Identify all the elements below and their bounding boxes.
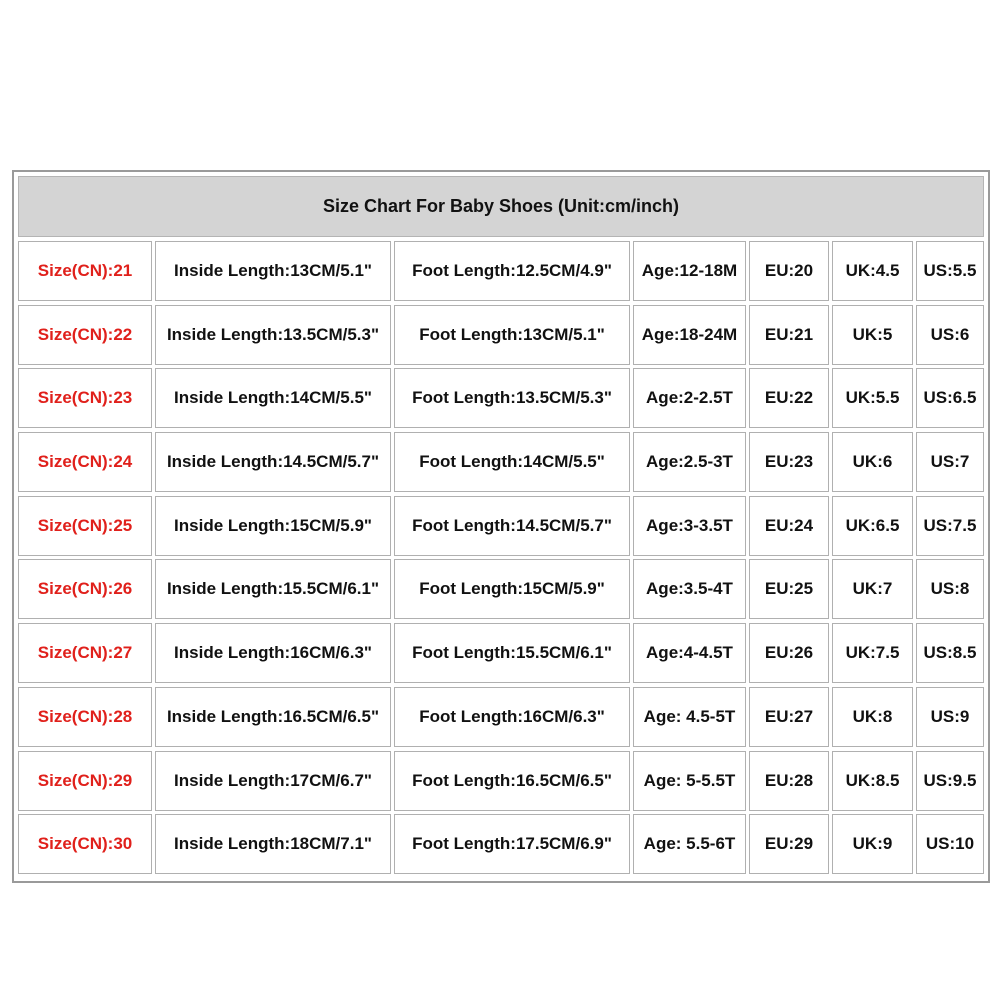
size-chart-rows bbox=[18, 241, 984, 878]
us-size-cell: US:8 bbox=[916, 559, 984, 619]
foot-length-cell: Foot Length:14.5CM/5.7" bbox=[394, 496, 630, 556]
inside-length-cell: Inside Length:13.5CM/5.3" bbox=[155, 305, 391, 365]
cn-size-cell: Size(CN):22 bbox=[18, 305, 152, 365]
us-size-cell: US:9.5 bbox=[916, 751, 984, 811]
cn-size-cell: Size(CN):24 bbox=[18, 432, 152, 492]
size-chart-table bbox=[12, 170, 990, 883]
cn-size-cell: Size(CN):29 bbox=[18, 751, 152, 811]
cn-size-cell: Size(CN):21 bbox=[18, 241, 152, 301]
uk-size-cell: UK:5.5 bbox=[832, 368, 913, 428]
us-size-cell: US:6 bbox=[916, 305, 984, 365]
uk-size-cell: UK:5 bbox=[832, 305, 913, 365]
inside-length-cell: Inside Length:15CM/5.9" bbox=[155, 496, 391, 556]
inside-length-cell: Inside Length:14.5CM/5.7" bbox=[155, 432, 391, 492]
uk-size-cell: UK:6.5 bbox=[832, 496, 913, 556]
table-row bbox=[18, 751, 984, 811]
foot-length-cell: Foot Length:16.5CM/6.5" bbox=[394, 751, 630, 811]
uk-size-cell: UK:4.5 bbox=[832, 241, 913, 301]
cn-size-cell: Size(CN):30 bbox=[18, 814, 152, 874]
table-row bbox=[18, 623, 984, 683]
age-cell: Age: 5-5.5T bbox=[633, 751, 746, 811]
cn-size-cell: Size(CN):25 bbox=[18, 496, 152, 556]
inside-length-cell: Inside Length:18CM/7.1" bbox=[155, 814, 391, 874]
age-cell: Age:18-24M bbox=[633, 305, 746, 365]
eu-size-cell: EU:23 bbox=[749, 432, 829, 492]
table-row bbox=[18, 814, 984, 874]
eu-size-cell: EU:26 bbox=[749, 623, 829, 683]
age-cell: Age:2.5-3T bbox=[633, 432, 746, 492]
inside-length-cell: Inside Length:17CM/6.7" bbox=[155, 751, 391, 811]
us-size-cell: US:7 bbox=[916, 432, 984, 492]
uk-size-cell: UK:9 bbox=[832, 814, 913, 874]
foot-length-cell: Foot Length:13.5CM/5.3" bbox=[394, 368, 630, 428]
eu-size-cell: EU:25 bbox=[749, 559, 829, 619]
inside-length-cell: Inside Length:15.5CM/6.1" bbox=[155, 559, 391, 619]
eu-size-cell: EU:28 bbox=[749, 751, 829, 811]
age-cell: Age: 5.5-6T bbox=[633, 814, 746, 874]
foot-length-cell: Foot Length:15.5CM/6.1" bbox=[394, 623, 630, 683]
age-cell: Age:12-18M bbox=[633, 241, 746, 301]
foot-length-cell: Foot Length:15CM/5.9" bbox=[394, 559, 630, 619]
foot-length-cell: Foot Length:12.5CM/4.9" bbox=[394, 241, 630, 301]
inside-length-cell: Inside Length:13CM/5.1" bbox=[155, 241, 391, 301]
uk-size-cell: UK:7.5 bbox=[832, 623, 913, 683]
us-size-cell: US:5.5 bbox=[916, 241, 984, 301]
uk-size-cell: UK:8.5 bbox=[832, 751, 913, 811]
cn-size-cell: Size(CN):23 bbox=[18, 368, 152, 428]
table-row bbox=[18, 687, 984, 747]
uk-size-cell: UK:8 bbox=[832, 687, 913, 747]
eu-size-cell: EU:24 bbox=[749, 496, 829, 556]
inside-length-cell: Inside Length:14CM/5.5" bbox=[155, 368, 391, 428]
age-cell: Age:2-2.5T bbox=[633, 368, 746, 428]
eu-size-cell: EU:22 bbox=[749, 368, 829, 428]
us-size-cell: US:8.5 bbox=[916, 623, 984, 683]
inside-length-cell: Inside Length:16CM/6.3" bbox=[155, 623, 391, 683]
us-size-cell: US:9 bbox=[916, 687, 984, 747]
cn-size-cell: Size(CN):27 bbox=[18, 623, 152, 683]
size-chart-title: Size Chart For Baby Shoes (Unit:cm/inch) bbox=[18, 176, 984, 237]
age-cell: Age:3.5-4T bbox=[633, 559, 746, 619]
age-cell: Age: 4.5-5T bbox=[633, 687, 746, 747]
table-row bbox=[18, 559, 984, 619]
eu-size-cell: EU:27 bbox=[749, 687, 829, 747]
table-row bbox=[18, 432, 984, 492]
foot-length-cell: Foot Length:14CM/5.5" bbox=[394, 432, 630, 492]
cn-size-cell: Size(CN):28 bbox=[18, 687, 152, 747]
eu-size-cell: EU:21 bbox=[749, 305, 829, 365]
foot-length-cell: Foot Length:13CM/5.1" bbox=[394, 305, 630, 365]
cn-size-cell: Size(CN):26 bbox=[18, 559, 152, 619]
us-size-cell: US:6.5 bbox=[916, 368, 984, 428]
age-cell: Age:4-4.5T bbox=[633, 623, 746, 683]
eu-size-cell: EU:29 bbox=[749, 814, 829, 874]
inside-length-cell: Inside Length:16.5CM/6.5" bbox=[155, 687, 391, 747]
table-row bbox=[18, 305, 984, 365]
table-row bbox=[18, 496, 984, 556]
us-size-cell: US:10 bbox=[916, 814, 984, 874]
age-cell: Age:3-3.5T bbox=[633, 496, 746, 556]
uk-size-cell: UK:6 bbox=[832, 432, 913, 492]
table-row bbox=[18, 241, 984, 301]
foot-length-cell: Foot Length:16CM/6.3" bbox=[394, 687, 630, 747]
eu-size-cell: EU:20 bbox=[749, 241, 829, 301]
foot-length-cell: Foot Length:17.5CM/6.9" bbox=[394, 814, 630, 874]
uk-size-cell: UK:7 bbox=[832, 559, 913, 619]
us-size-cell: US:7.5 bbox=[916, 496, 984, 556]
table-row bbox=[18, 368, 984, 428]
